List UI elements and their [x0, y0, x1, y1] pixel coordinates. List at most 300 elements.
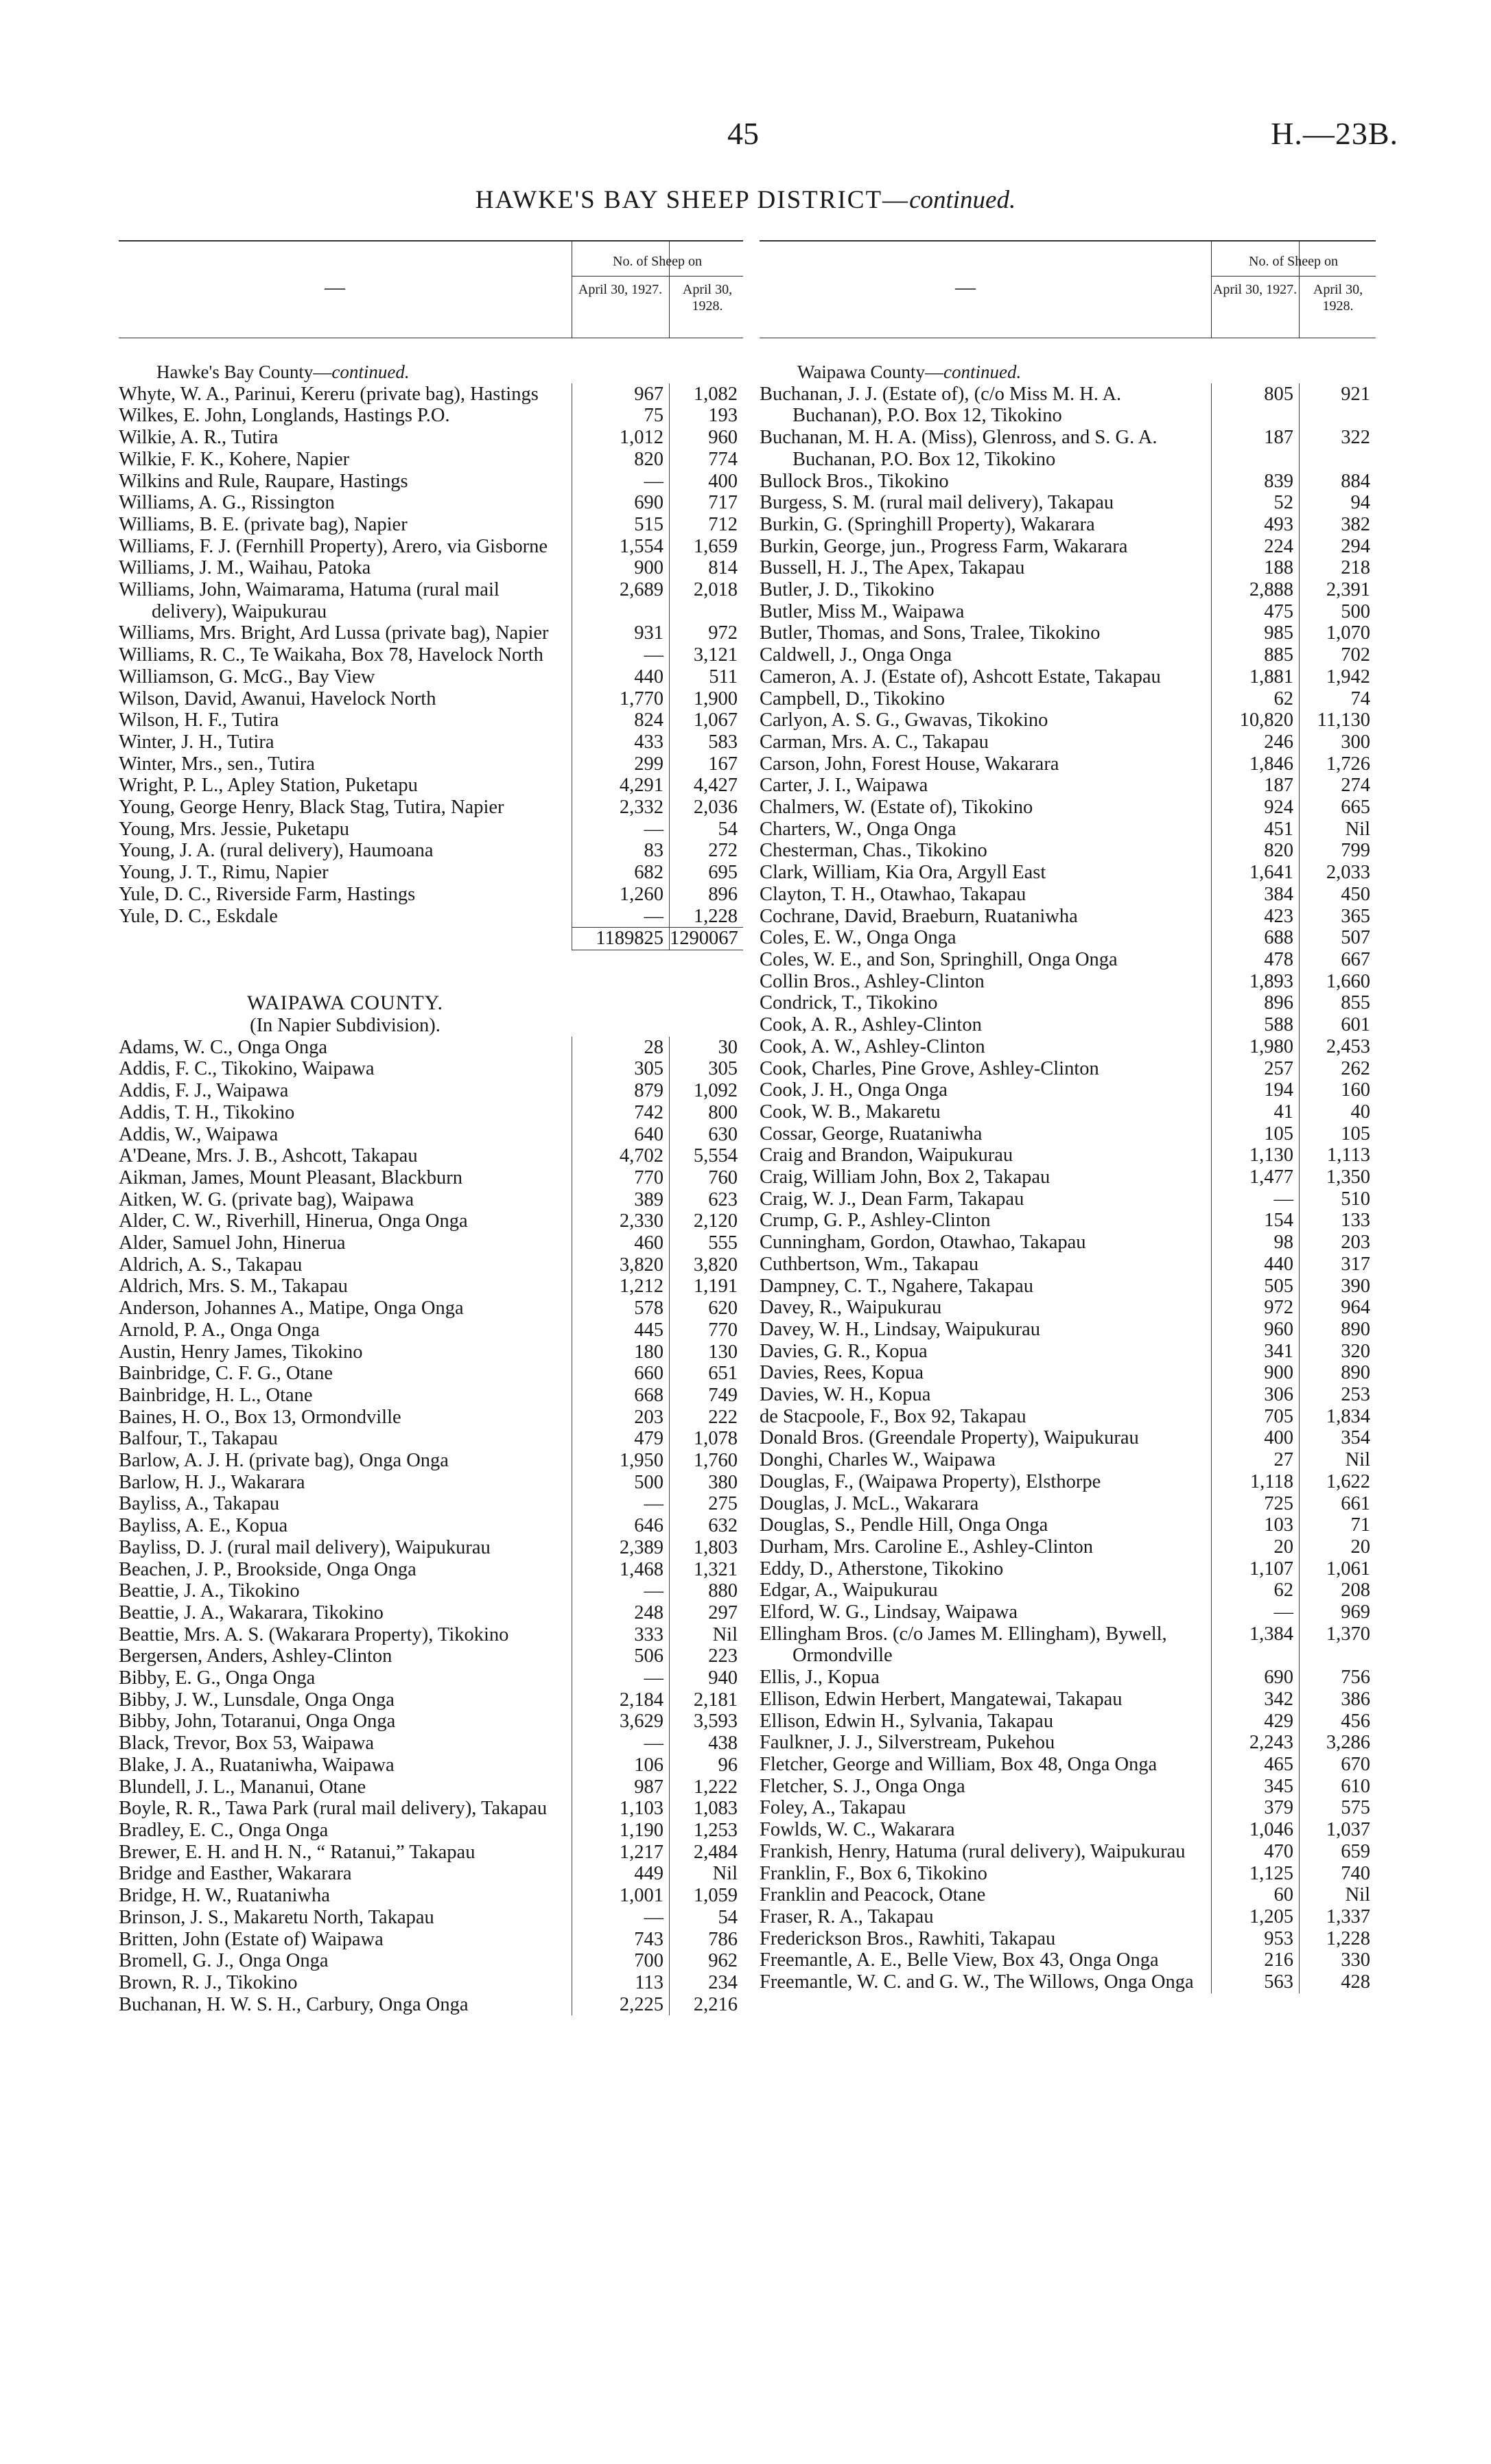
holder-name: Davey, R., Waipukurau: [760, 1297, 942, 1319]
table-row: [760, 1797, 1376, 1819]
sheep-1927: 972: [1211, 1297, 1299, 1319]
sheep-1927: 429: [1211, 1711, 1299, 1733]
holder-name: Wilkie, F. K., Kohere, Napier: [119, 448, 350, 470]
holder-name: Boyle, R. R., Tawa Park (rural mail delivery), Takapau: [119, 1798, 548, 1820]
sheep-1927: 60: [1211, 1884, 1299, 1906]
holder-name: Alder, C. W., Riverhill, Hinerua, Onga Onga: [119, 1210, 468, 1232]
sheep-1927: 440: [572, 666, 669, 688]
table-row: [760, 1711, 1376, 1733]
sheep-1928: 1,222: [669, 1776, 743, 1798]
table-row: [119, 1189, 743, 1211]
sheep-1928: 760: [669, 1167, 743, 1189]
table-row: [119, 1820, 743, 1842]
sheep-1928: 2,484: [669, 1842, 743, 1864]
sheep-1927: 578: [572, 1298, 669, 1319]
holder-name: Fletcher, George and William, Box 48, Onga Onga: [760, 1754, 1158, 1775]
sheep-1928: 193: [669, 405, 743, 427]
sheep-1928: 510: [1299, 1188, 1376, 1210]
table-row: [760, 1689, 1376, 1711]
sheep-1927: 879: [572, 1080, 669, 1102]
holder-name: Cook, A. R., Ashley-Clinton: [760, 1014, 982, 1036]
sheep-1927: 690: [1211, 1667, 1299, 1689]
holder-name: Bainbridge, H. L., Otane: [119, 1384, 313, 1406]
sheep-1927: 106: [572, 1755, 669, 1776]
holder-name: Cook, W. B., Makaretu: [760, 1101, 941, 1123]
table-row: [119, 427, 743, 449]
holder-name: Eddy, D., Atherstone, Tikokino: [760, 1558, 1004, 1580]
table-row: [119, 1298, 743, 1319]
table-row: [119, 1624, 743, 1646]
sheep-1927: 345: [1211, 1776, 1299, 1798]
sheep-1928: Nil: [1299, 1449, 1376, 1471]
sheep-1928: 390: [1299, 1276, 1376, 1298]
sheep-1927: —: [572, 644, 669, 666]
holder-name: Carter, J. I., Waipawa: [760, 775, 928, 797]
holder-name: Beattie, Mrs. A. S. (Wakarara Property), Tikokino: [119, 1623, 509, 1645]
table-row: [760, 384, 1376, 427]
sheep-1928: 960: [669, 427, 743, 449]
holder-name: Douglas, J. McL., Wakarara: [760, 1492, 979, 1514]
sheep-1927: 389: [572, 1189, 669, 1211]
sheep-1927: 563: [1211, 1971, 1299, 1993]
table-row: [760, 1471, 1376, 1493]
sheep-1927: 1,893: [1211, 971, 1299, 993]
header-group: No. of Sheep on: [572, 247, 743, 277]
holder-name: Coles, W. E., and Son, Springhill, Onga Onga: [760, 948, 1118, 970]
sheep-1928: 969: [1299, 1601, 1376, 1623]
sheep-1928: 583: [669, 731, 743, 753]
holder-name: Frederickson Bros., Rawhiti, Takapau: [760, 1927, 1056, 1949]
holder-name: Anderson, Johannes A., Matipe, Onga Onga: [119, 1298, 464, 1319]
table-row: [119, 862, 743, 884]
holder-name: Fowlds, W. C., Wakarara: [760, 1819, 955, 1841]
sheep-1928: 354: [1299, 1427, 1376, 1449]
holder-name: Caldwell, J., Onga Onga: [760, 644, 952, 666]
sheep-1928: 1,078: [669, 1428, 743, 1450]
table-row: [119, 1950, 743, 1972]
table-row: [119, 1645, 743, 1667]
table-row: [760, 1449, 1376, 1471]
table-row: [119, 1450, 743, 1472]
holder-name: Brinson, J. S., Makaretu North, Takapau: [119, 1906, 434, 1928]
sheep-1928: 3,286: [1299, 1732, 1376, 1754]
header-col-1928: April 30, 1928.: [1313, 282, 1363, 314]
sheep-1927: 1,125: [1211, 1863, 1299, 1885]
table-row: [119, 819, 743, 841]
table-row: [760, 1928, 1376, 1950]
holder-name: Addis, W., Waipawa: [119, 1123, 279, 1145]
table-row: [119, 1580, 743, 1602]
sheep-1928: 330: [1299, 1949, 1376, 1971]
sheep-1928: 972: [669, 622, 743, 644]
holder-name: Carson, John, Forest House, Wakarara: [760, 753, 1059, 775]
sheep-1927: 246: [1211, 731, 1299, 753]
holder-name: Carman, Mrs. A. C., Takapau: [760, 731, 989, 753]
sheep-1927: 333: [572, 1624, 669, 1646]
table-row: [760, 1732, 1376, 1754]
table-row: [760, 1014, 1376, 1036]
sheep-1928: 20: [1299, 1536, 1376, 1558]
table-row: [119, 405, 743, 427]
table-row: [119, 1515, 743, 1537]
sheep-1927: 725: [1211, 1493, 1299, 1515]
sheep-1927: 98: [1211, 1232, 1299, 1254]
table-row: [119, 384, 743, 406]
holder-name: Brown, R. J., Tikokino: [119, 1971, 298, 1993]
table-row: [119, 1798, 743, 1820]
sheep-1927: 2,243: [1211, 1732, 1299, 1754]
holder-name: Yule, D. C., Eskdale: [119, 905, 278, 927]
sheep-1927: 1,641: [1211, 862, 1299, 884]
table-row: [119, 579, 743, 622]
table-row: [119, 1341, 743, 1363]
table-row: [760, 949, 1376, 971]
left-rows: [119, 338, 743, 2015]
sheep-1928: 1,228: [1299, 1928, 1376, 1950]
sheep-1928: 40: [1299, 1101, 1376, 1123]
sheep-1928: 400: [669, 471, 743, 493]
section-continued: continued.: [943, 362, 1022, 382]
table-row: [760, 862, 1376, 884]
holder-name: Clark, William, Kia Ora, Argyll East: [760, 862, 1046, 884]
holder-name: Fraser, R. A., Takapau: [760, 1905, 934, 1927]
sheep-1927: 224: [1211, 536, 1299, 558]
table-row: [119, 449, 743, 471]
table-row: [119, 1145, 743, 1167]
holder-name: Bibby, J. W., Lunsdale, Onga Onga: [119, 1689, 395, 1711]
table-row: [119, 1755, 743, 1776]
sheep-1928: 11,130: [1299, 709, 1376, 731]
holder-name: Bullock Bros., Tikokino: [760, 470, 949, 492]
table-row: [760, 775, 1376, 797]
table-row: [119, 1885, 743, 1907]
sheep-1928: 2,033: [1299, 862, 1376, 884]
holder-name: Faulkner, J. J., Silverstream, Pukehou: [760, 1732, 1055, 1754]
table-row: [760, 1841, 1376, 1863]
sheep-1927: 1,950: [572, 1450, 669, 1472]
sheep-1927: 62: [1211, 688, 1299, 710]
sheep-1928: 1,350: [1299, 1166, 1376, 1188]
sheep-1927: 742: [572, 1102, 669, 1124]
sheep-1927: —: [572, 1907, 669, 1929]
sheep-1928: 1,082: [669, 384, 743, 406]
sheep-1927: 1,846: [1211, 753, 1299, 775]
holder-name: Wilkins and Rule, Raupare, Hastings: [119, 470, 408, 492]
sheep-1928: 1,037: [1299, 1819, 1376, 1841]
sheep-1927: 700: [572, 1950, 669, 1972]
sheep-1927: 460: [572, 1232, 669, 1254]
sheep-1928: 5,554: [669, 1145, 743, 1167]
sheep-1927: 967: [572, 384, 669, 406]
table-row: [760, 492, 1376, 514]
holder-name: Aldrich, Mrs. S. M., Takapau: [119, 1276, 348, 1298]
holder-name: Williams, Mrs. Bright, Ard Lussa (private bag), Napier: [119, 622, 549, 644]
holder-name: Austin, Henry James, Tikokino: [119, 1341, 363, 1363]
sheep-1928: 740: [1299, 1863, 1376, 1885]
table-row: [760, 601, 1376, 623]
sheep-1928: 659: [1299, 1841, 1376, 1863]
sheep-1927: 770: [572, 1167, 669, 1189]
table-row: [760, 579, 1376, 601]
sheep-1928: 262: [1299, 1058, 1376, 1080]
holder-name: Ellis, J., Kopua: [760, 1667, 880, 1689]
table-row: [760, 688, 1376, 710]
sheep-1927: 440: [1211, 1254, 1299, 1276]
holder-name: Frankish, Henry, Hatuma (rural delivery), Waipukurau: [760, 1840, 1186, 1862]
header-dash: —: [955, 276, 976, 298]
sheep-1927: 449: [572, 1863, 669, 1885]
holder-name: Bainbridge, C. F. G., Otane: [119, 1363, 333, 1385]
total-1927: 1189825: [572, 927, 669, 950]
sheep-1928: 2,120: [669, 1210, 743, 1232]
table-row: [119, 1210, 743, 1232]
sheep-1928: 294: [1299, 536, 1376, 558]
table-row: [760, 1754, 1376, 1776]
holder-name: Williams, F. J. (Fernhill Property), Arero, via Gisborne: [119, 535, 548, 557]
sheep-1928: 130: [669, 1341, 743, 1363]
sheep-1928: 890: [1299, 1362, 1376, 1384]
table-row: [760, 1362, 1376, 1384]
holder-name: Barlow, A. J. H. (private bag), Onga Onga: [119, 1450, 449, 1472]
sheep-1928: 54: [669, 819, 743, 841]
sheep-1928: 651: [669, 1363, 743, 1385]
sheep-1928: 305: [669, 1058, 743, 1080]
holder-name: Ellison, Edwin H., Sylvania, Takapau: [760, 1710, 1054, 1732]
sheep-1927: 83: [572, 840, 669, 862]
holder-name: Balfour, T., Takapau: [119, 1428, 278, 1450]
sheep-1927: 180: [572, 1341, 669, 1363]
sheep-1928: 814: [669, 557, 743, 579]
sheep-1928: 1,622: [1299, 1471, 1376, 1493]
table-row: [119, 1407, 743, 1429]
sheep-1928: 601: [1299, 1014, 1376, 1036]
sheep-1928: 717: [669, 492, 743, 514]
sheep-1928: 300: [1299, 731, 1376, 753]
table-row: [760, 797, 1376, 819]
sheep-1928: 428: [1299, 1971, 1376, 1993]
holder-name: Bayliss, D. J. (rural mail delivery), Waipukurau: [119, 1536, 491, 1558]
sheep-1928: 1,092: [669, 1080, 743, 1102]
sheep-1927: 75: [572, 405, 669, 427]
holder-name: Davies, G. R., Kopua: [760, 1340, 928, 1362]
holder-name: Addis, F. C., Tikokino, Waipawa: [119, 1058, 375, 1080]
sheep-1928: 320: [1299, 1341, 1376, 1363]
holder-name: A'Deane, Mrs. J. B., Ashcott, Takapau: [119, 1145, 418, 1167]
sheep-1928: 297: [669, 1602, 743, 1624]
header-dash: —: [325, 276, 345, 298]
sheep-1927: 1,980: [1211, 1036, 1299, 1058]
table-row: [760, 644, 1376, 666]
sheep-1927: 2,225: [572, 1994, 669, 2016]
sheep-1927: 1,881: [1211, 666, 1299, 688]
sheep-1928: 1,228: [669, 906, 743, 928]
sheep-1927: 305: [572, 1058, 669, 1080]
page-number: 45: [727, 116, 759, 151]
sheep-1928: 702: [1299, 644, 1376, 666]
table-row: [119, 644, 743, 666]
table-row: [119, 492, 743, 514]
total-1928: 1290067: [669, 927, 743, 950]
table-row: [119, 1863, 743, 1885]
holder-name: Cunningham, Gordon, Otawhao, Takapau: [760, 1232, 1086, 1254]
sheep-1927: 660: [572, 1363, 669, 1385]
sheep-1928: 1,900: [669, 688, 743, 710]
sheep-1927: 640: [572, 1124, 669, 1146]
section-continued: continued.: [331, 362, 410, 382]
table-row: [760, 1188, 1376, 1210]
sheep-1928: 1,253: [669, 1820, 743, 1842]
left-table-header: [119, 240, 743, 338]
sheep-1927: 445: [572, 1319, 669, 1341]
sheep-1928: 2,391: [1299, 579, 1376, 601]
table-row: [760, 1210, 1376, 1232]
sheep-1928: 160: [1299, 1079, 1376, 1101]
sheep-1927: 2,389: [572, 1537, 669, 1559]
table-row: [760, 1319, 1376, 1341]
table-row: [760, 514, 1376, 536]
right-column: [760, 240, 1376, 2408]
sheep-1928: 500: [1299, 601, 1376, 623]
sheep-1927: 839: [1211, 471, 1299, 493]
holder-name: Burkin, G. (Springhill Property), Wakarara: [760, 513, 1095, 535]
sheep-1927: 203: [572, 1407, 669, 1429]
sheep-1927: 505: [1211, 1276, 1299, 1298]
right-rows: [760, 338, 1376, 1993]
sheep-1927: 384: [1211, 884, 1299, 906]
holder-name: Elford, W. G., Lindsay, Waipawa: [760, 1601, 1018, 1623]
sheep-1928: 555: [669, 1232, 743, 1254]
table-row: [119, 1711, 743, 1733]
sheep-1927: 690: [572, 492, 669, 514]
sheep-1927: 187: [1211, 775, 1299, 797]
sheep-1928: 855: [1299, 992, 1376, 1014]
sheep-1928: 575: [1299, 1797, 1376, 1819]
sheep-1927: 1,046: [1211, 1819, 1299, 1841]
sheep-1928: 456: [1299, 1711, 1376, 1733]
sheep-1928: 1,059: [669, 1885, 743, 1907]
table-row: [760, 1536, 1376, 1558]
sheep-1927: 3,820: [572, 1254, 669, 1276]
sheep-1928: 30: [669, 1037, 743, 1059]
table-row: [119, 1080, 743, 1102]
table-row: [119, 1602, 743, 1624]
sheep-1927: 154: [1211, 1210, 1299, 1232]
table-row: [760, 971, 1376, 993]
holder-name: Chalmers, W. (Estate of), Tikokino: [760, 797, 1033, 819]
sheep-1927: 896: [1211, 992, 1299, 1014]
sheep-1927: 62: [1211, 1580, 1299, 1601]
sheep-1928: 1,070: [1299, 622, 1376, 644]
sheep-1927: 257: [1211, 1058, 1299, 1080]
holder-name: Bridge and Easther, Wakarara: [119, 1863, 352, 1885]
section-name: Hawke's Bay County—: [156, 362, 332, 382]
sheep-1927: 1,384: [1211, 1623, 1299, 1667]
holder-name: Davey, W. H., Lindsay, Waipukurau: [760, 1318, 1041, 1340]
sheep-1927: 194: [1211, 1079, 1299, 1101]
sheep-1927: —: [572, 1667, 669, 1689]
sheep-1928: 2,036: [669, 797, 743, 819]
sheep-1927: 379: [1211, 1797, 1299, 1819]
sheep-1927: 743: [572, 1929, 669, 1951]
holder-name: Burkin, George, jun., Progress Farm, Wakarara: [760, 535, 1128, 557]
sheep-1928: 1,834: [1299, 1406, 1376, 1428]
county-subheading: (In Napier Subdivision).: [250, 1014, 441, 1036]
table-row: [119, 536, 743, 558]
sheep-1927: 479: [572, 1428, 669, 1450]
sheep-1928: 54: [669, 1907, 743, 1929]
table-row: [760, 884, 1376, 906]
holder-name: Williams, John, Waimarama, Hatuma (rural mail delivery), Waipukurau: [119, 579, 500, 622]
table-row: [760, 536, 1376, 558]
sheep-1928: 167: [669, 753, 743, 775]
sheep-1927: 668: [572, 1385, 669, 1407]
holder-name: Davies, Rees, Kopua: [760, 1362, 924, 1384]
sheep-1928: 74: [1299, 688, 1376, 710]
holder-name: Addis, T. H., Tikokino: [119, 1101, 295, 1123]
sheep-1927: 451: [1211, 819, 1299, 841]
table-row: [760, 1906, 1376, 1928]
sheep-1927: 105: [1211, 1123, 1299, 1145]
table-row: [760, 1971, 1376, 1993]
sheep-1928: 234: [669, 1972, 743, 1994]
sheep-1927: 1,118: [1211, 1471, 1299, 1493]
sheep-1928: 511: [669, 666, 743, 688]
sheep-1928: 2,453: [1299, 1036, 1376, 1058]
table-row: [119, 1254, 743, 1276]
table-row: [119, 1102, 743, 1124]
holder-name: Williams, B. E. (private bag), Napier: [119, 513, 408, 535]
holder-name: Coles, E. W., Onga Onga: [760, 927, 956, 949]
sheep-1927: 1,130: [1211, 1145, 1299, 1166]
sheep-1927: 900: [572, 557, 669, 579]
sheep-1928: 1,803: [669, 1537, 743, 1559]
sheep-1928: 786: [669, 1929, 743, 1951]
sheep-1927: 52: [1211, 492, 1299, 514]
sheep-1928: Nil: [1299, 1884, 1376, 1906]
sheep-1928: 3,121: [669, 644, 743, 666]
holder-name: Dampney, C. T., Ngahere, Takapau: [760, 1275, 1033, 1297]
header-col-1927: April 30, 1927.: [1212, 282, 1298, 297]
holder-name: Black, Trevor, Box 53, Waipawa: [119, 1733, 375, 1755]
table-row: [119, 1058, 743, 1080]
table-row: [760, 1884, 1376, 1906]
sheep-1928: 1,061: [1299, 1558, 1376, 1580]
sheep-1927: 28: [572, 1037, 669, 1059]
table-row: [119, 471, 743, 493]
sheep-1927: 341: [1211, 1341, 1299, 1363]
holder-name: Cossar, George, Ruataniwha: [760, 1123, 983, 1145]
table-row: [119, 797, 743, 819]
sheep-1928: 632: [669, 1515, 743, 1537]
table-row: [760, 1276, 1376, 1298]
sheep-1927: 1,477: [1211, 1166, 1299, 1188]
table-row: [760, 1776, 1376, 1798]
sheep-1927: 41: [1211, 1101, 1299, 1123]
sheep-1927: —: [572, 471, 669, 493]
table-row: [119, 1689, 743, 1711]
sheep-1927: 3,629: [572, 1711, 669, 1733]
sheep-1928: 880: [669, 1580, 743, 1602]
holder-name: Whyte, W. A., Parinui, Kereru (private bag), Hastings: [119, 383, 539, 405]
holder-name: Douglas, F., (Waipawa Property), Elsthorpe: [760, 1470, 1101, 1492]
holder-name: Beattie, J. A., Wakarara, Tikokino: [119, 1601, 384, 1623]
holder-name: Foley, A., Takapau: [760, 1797, 906, 1819]
sheep-1928: 1,083: [669, 1798, 743, 1820]
table-row: [760, 1166, 1376, 1188]
holder-name: Bergersen, Anders, Ashley-Clinton: [119, 1645, 392, 1667]
sheep-1928: 695: [669, 862, 743, 884]
holder-name: Beattie, J. A., Tikokino: [119, 1580, 300, 1602]
